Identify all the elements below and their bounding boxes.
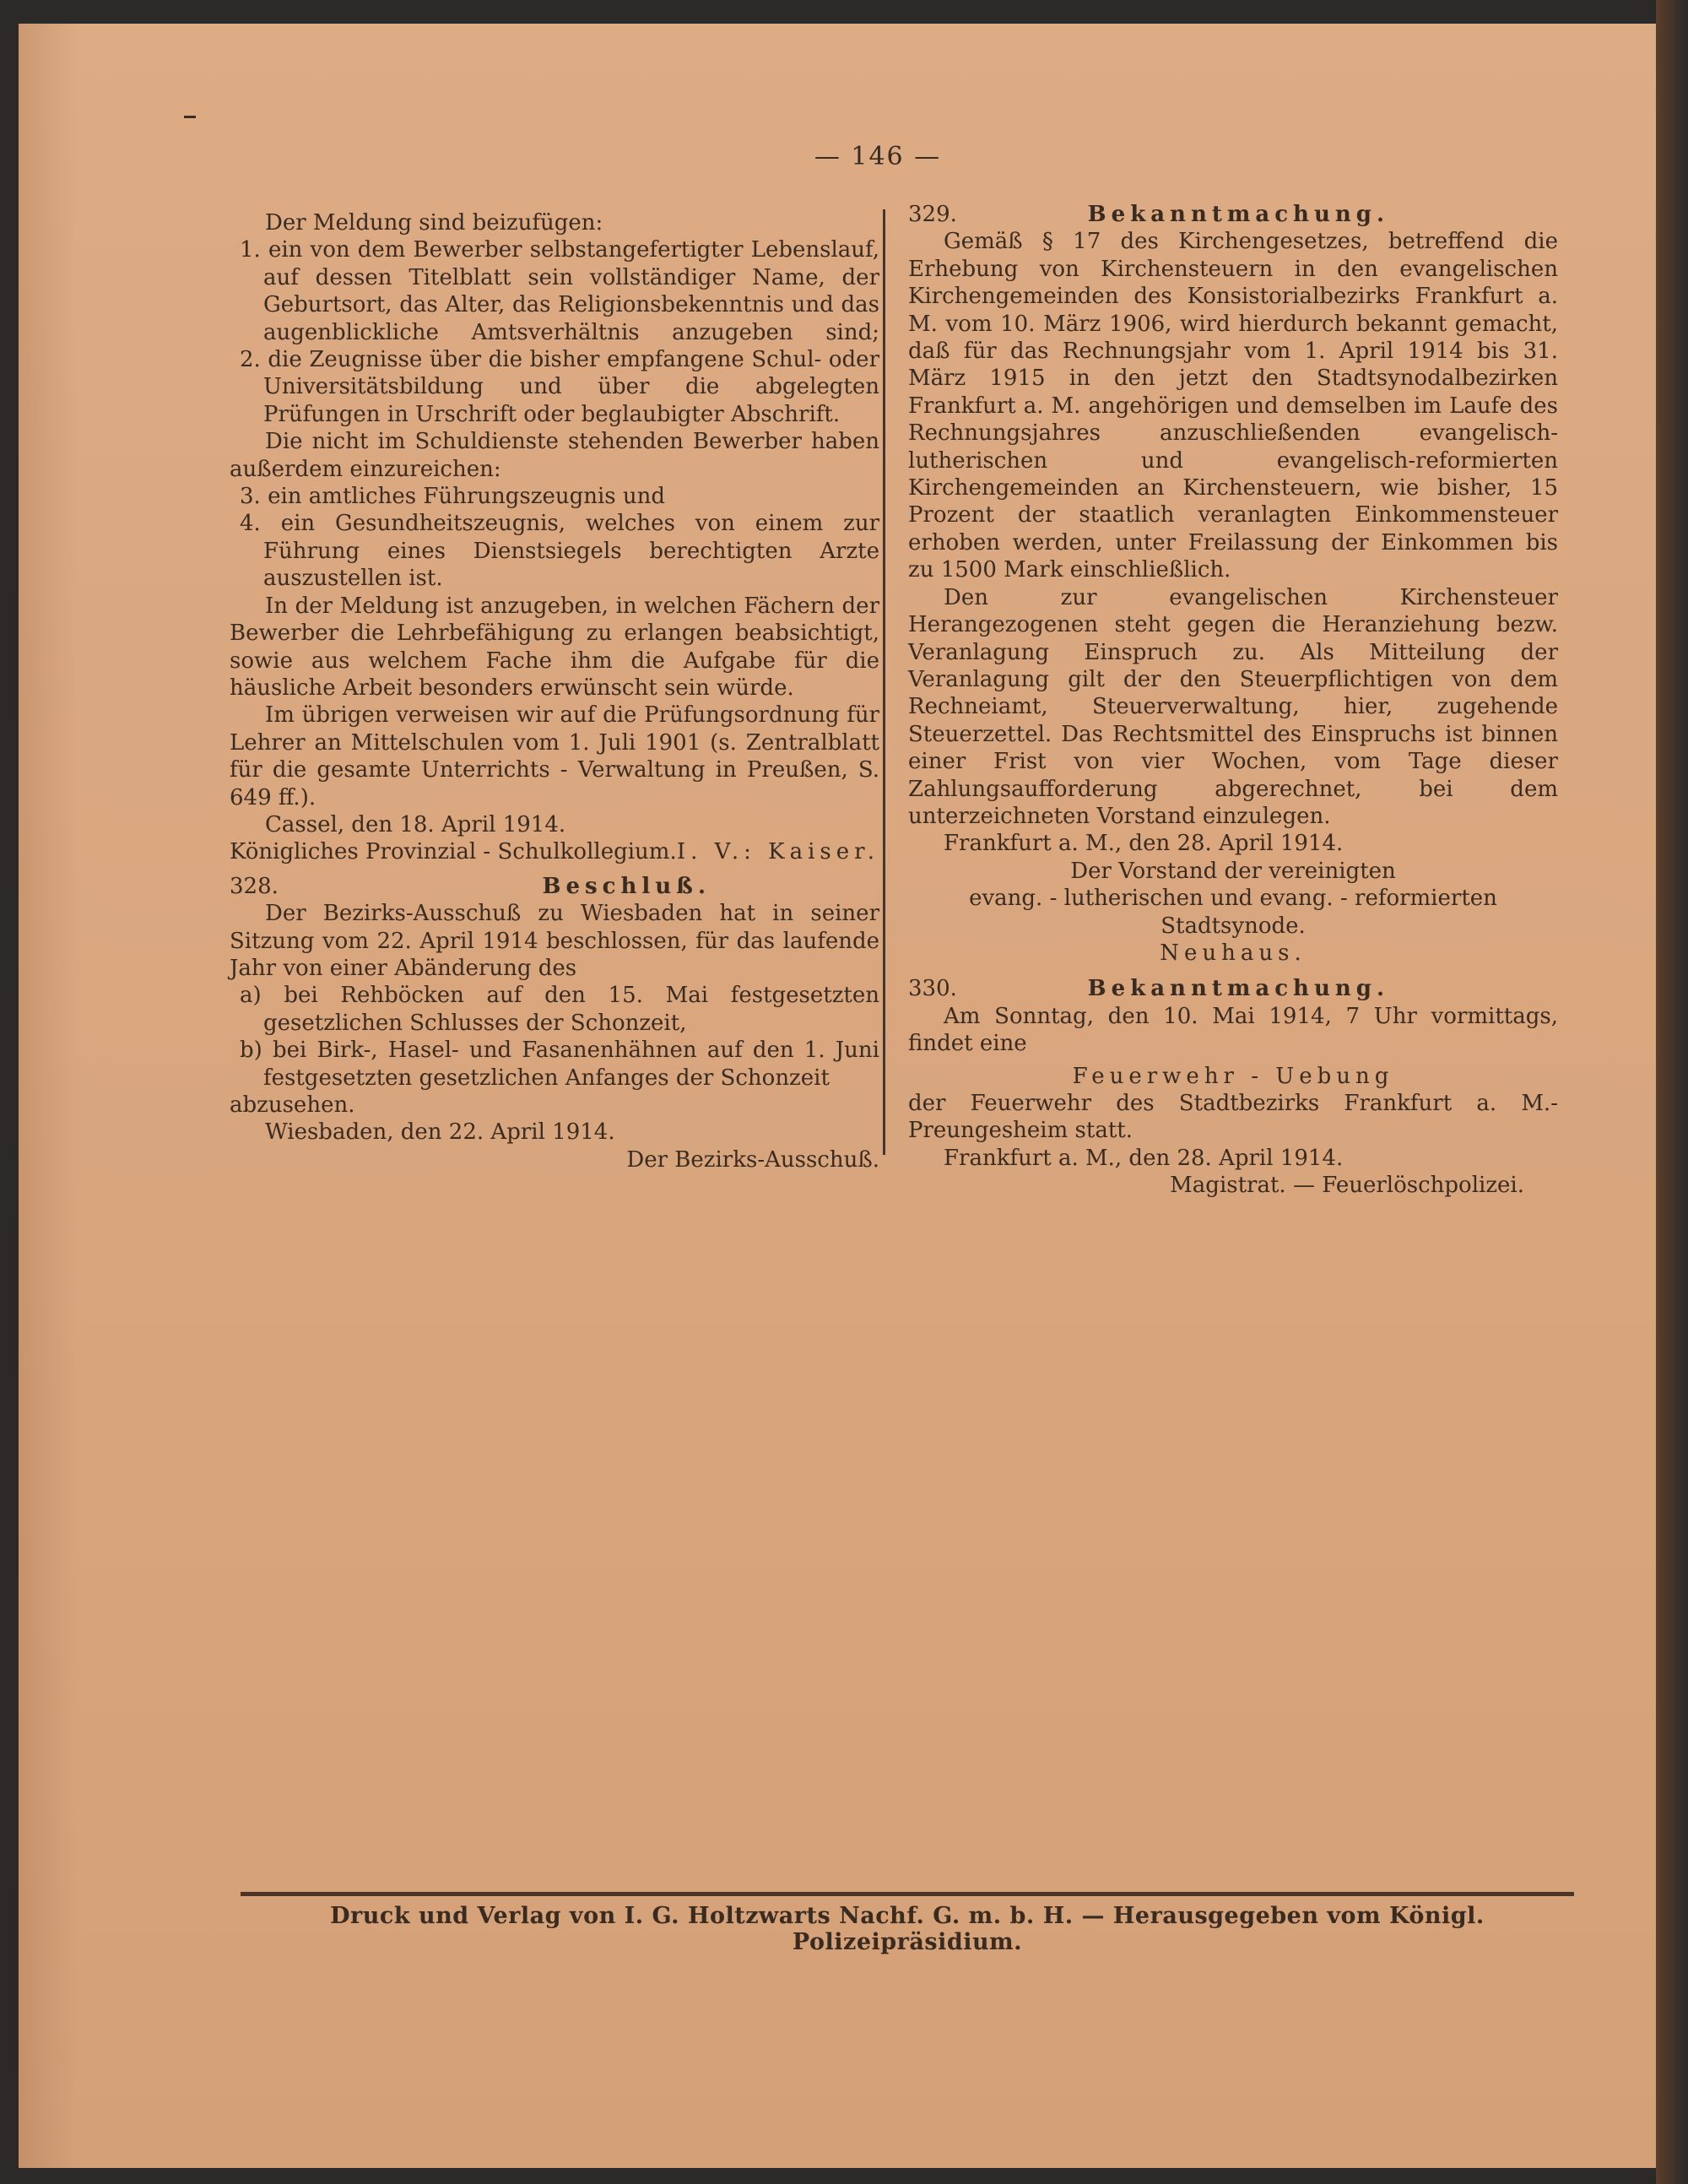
signature-name: I. V.: Kaiser. — [676, 839, 879, 865]
section-number: 328. — [230, 873, 279, 899]
signature-name: Neuhaus. — [1160, 940, 1307, 966]
footer-imprint: Druck und Verlag von I. G. Holtzwarts Nachf. G. m. b. H. — Herausgegeben vom Königl. Polizeipräsidium. — [330, 1903, 1485, 1955]
section-heading — [908, 975, 1558, 1002]
paragraph: Den zur evangelischen Kirchensteuer Herangezogenen steht gegen die Heranziehung bezw. Veranlagung Einspruch zu. Als Mitteilung der Veranlagung gilt der den Steuerpflichtigen von dem Rechneiamt, Steuerverwaltung, hier, zugehende Steuerzettel. Das Rechtsmittel des Einspruchs ist binnen einer Frist von vier Wochen, vom Tage dieser Zahlungsaufforderung abgerechnet, bei dem unterzeichneten Vorstand einzulegen. — [908, 584, 1558, 829]
right-column — [908, 201, 1558, 1200]
list-item: 2. die Zeugnisse über die bisher empfangene Schul- oder Universitätsbildung und über die abgelegten Prüfungen in Urschrift oder beglaubigter Abschrift. — [240, 347, 879, 427]
date-line: Cassel, den 18. April 1914. — [265, 811, 566, 837]
list-item: 1. ein von dem Bewerber selbstangefertigter Lebenslauf, auf dessen Titelblatt sein vollständiger Name, der Geburtsort, das Alter, das Religionsbekenntnis und das augenblickliche Amtsverhältnis anzugeben sind; — [240, 237, 879, 345]
section-title: Bekanntmachung. — [1087, 202, 1389, 227]
signature-line: evang. - lutherischen und evang. - reformierten Stadtsynode. — [969, 886, 1497, 939]
column-divider — [883, 209, 885, 1155]
signature-line: Der Bezirks-Ausschuß. — [626, 1146, 879, 1173]
event-title: Feuerwehr - Uebung — [1072, 1063, 1394, 1089]
left-column — [230, 209, 879, 1173]
signature-line — [230, 838, 879, 865]
section-title: Bekanntmachung. — [1087, 976, 1389, 1002]
section-number: 330. — [908, 976, 957, 1002]
section-number: 329. — [908, 202, 957, 227]
paragraph: der Feuerwehr des Stadtbezirks Frankfurt a. M.-Preungesheim statt. — [908, 1091, 1558, 1144]
date-line: Frankfurt a. M., den 28. April 1914. — [944, 831, 1344, 857]
date-line: Frankfurt a. M., den 28. April 1914. — [944, 1145, 1344, 1171]
section-title: Beschluß. — [542, 873, 711, 899]
paragraph: Am Sonntag, den 10. Mai 1914, 7 Uhr vormittags, findet eine — [908, 1003, 1558, 1057]
paragraph: In der Meldung ist anzugeben, in welchen Fächern der Bewerber die Lehrbefähigung zu erlangen beabsichtigt, sowie aus welchem Fache ihm die Aufgabe für die häusliche Arbeit besonders erwünscht sein würde. — [230, 593, 879, 701]
date-line: Wiesbaden, den 22. April 1914. — [265, 1119, 615, 1146]
signature-line: Magistrat. — Feuerlöschpolizei. — [1170, 1173, 1524, 1199]
next-page-edge — [1656, 0, 1688, 2184]
page-number: — 146 — — [814, 142, 942, 171]
list-item: b) bei Birk-, Hasel- und Fasanenhähnen auf den 1. Juni festgesetzten gesetzlichen Anfanges der Schonzeit — [240, 1038, 879, 1091]
paragraph: Gemäß § 17 des Kirchengesetzes, betreffend die Erhebung von Kirchensteuern in den evangelischen Kirchengemeinden des Konsistorialbezirks Frankfurt a. M. vom 10. März 1906, wird hierdurch bekannt gemacht, daß für das Rechnungsjahr vom 1. April 1914 bis 31. März 1915 in den jetzt den Stadtsynodalbezirken Frankfurt a. M. angehörigen und demselben im Laufe des Rechnungsjahres anzuschließenden evangelisch-lutherischen und evangelisch-reformierten Kirchengemeinden an Kirchensteuern, wie bisher, 15 Prozent der staatlich veranlagten Einkommensteuer erhoben werden, unter Freilassung der Einkommen bis zu 1500 Mark einschließlich. — [908, 229, 1558, 583]
section-heading — [908, 201, 1558, 228]
paragraph: abzusehen. — [230, 1092, 355, 1118]
list-item: 4. ein Gesundheitszeugnis, welches von einem zur Führung eines Dienstsiegels berechtigten Arzte auszustellen ist. — [240, 511, 879, 592]
list-item: a) bei Rehböcken auf den 15. Mai festgesetzten gesetzlichen Schlusses der Schonzeit, — [240, 983, 879, 1036]
paragraph: Im übrigen verweisen wir auf die Prüfungsordnung für Lehrer an Mittelschulen vom 1. Juli 1901 (s. Zentralblatt für die gesamte Unterrichts - Verwaltung in Preußen, S. 649 ff.). — [230, 702, 879, 810]
ink-mark — [184, 116, 196, 118]
signature-org: Königliches Provinzial - Schulkollegium. — [230, 839, 677, 865]
footer-rule — [241, 1892, 1574, 1896]
paragraph: Der Bezirks-Ausschuß zu Wiesbaden hat in seiner Sitzung vom 22. April 1914 beschlossen, für das laufende Jahr von einer Abänderung des — [230, 901, 879, 981]
list-item: 3. ein amtliches Führungszeugnis und — [240, 484, 666, 510]
intro-text: Der Meldung sind beizufügen: — [265, 210, 603, 236]
signature-line: Der Vorstand der vereinigten — [1070, 858, 1396, 884]
section-heading — [230, 873, 879, 900]
paragraph: Die nicht im Schuldienste stehenden Bewerber haben außerdem einzureichen: — [230, 429, 879, 482]
